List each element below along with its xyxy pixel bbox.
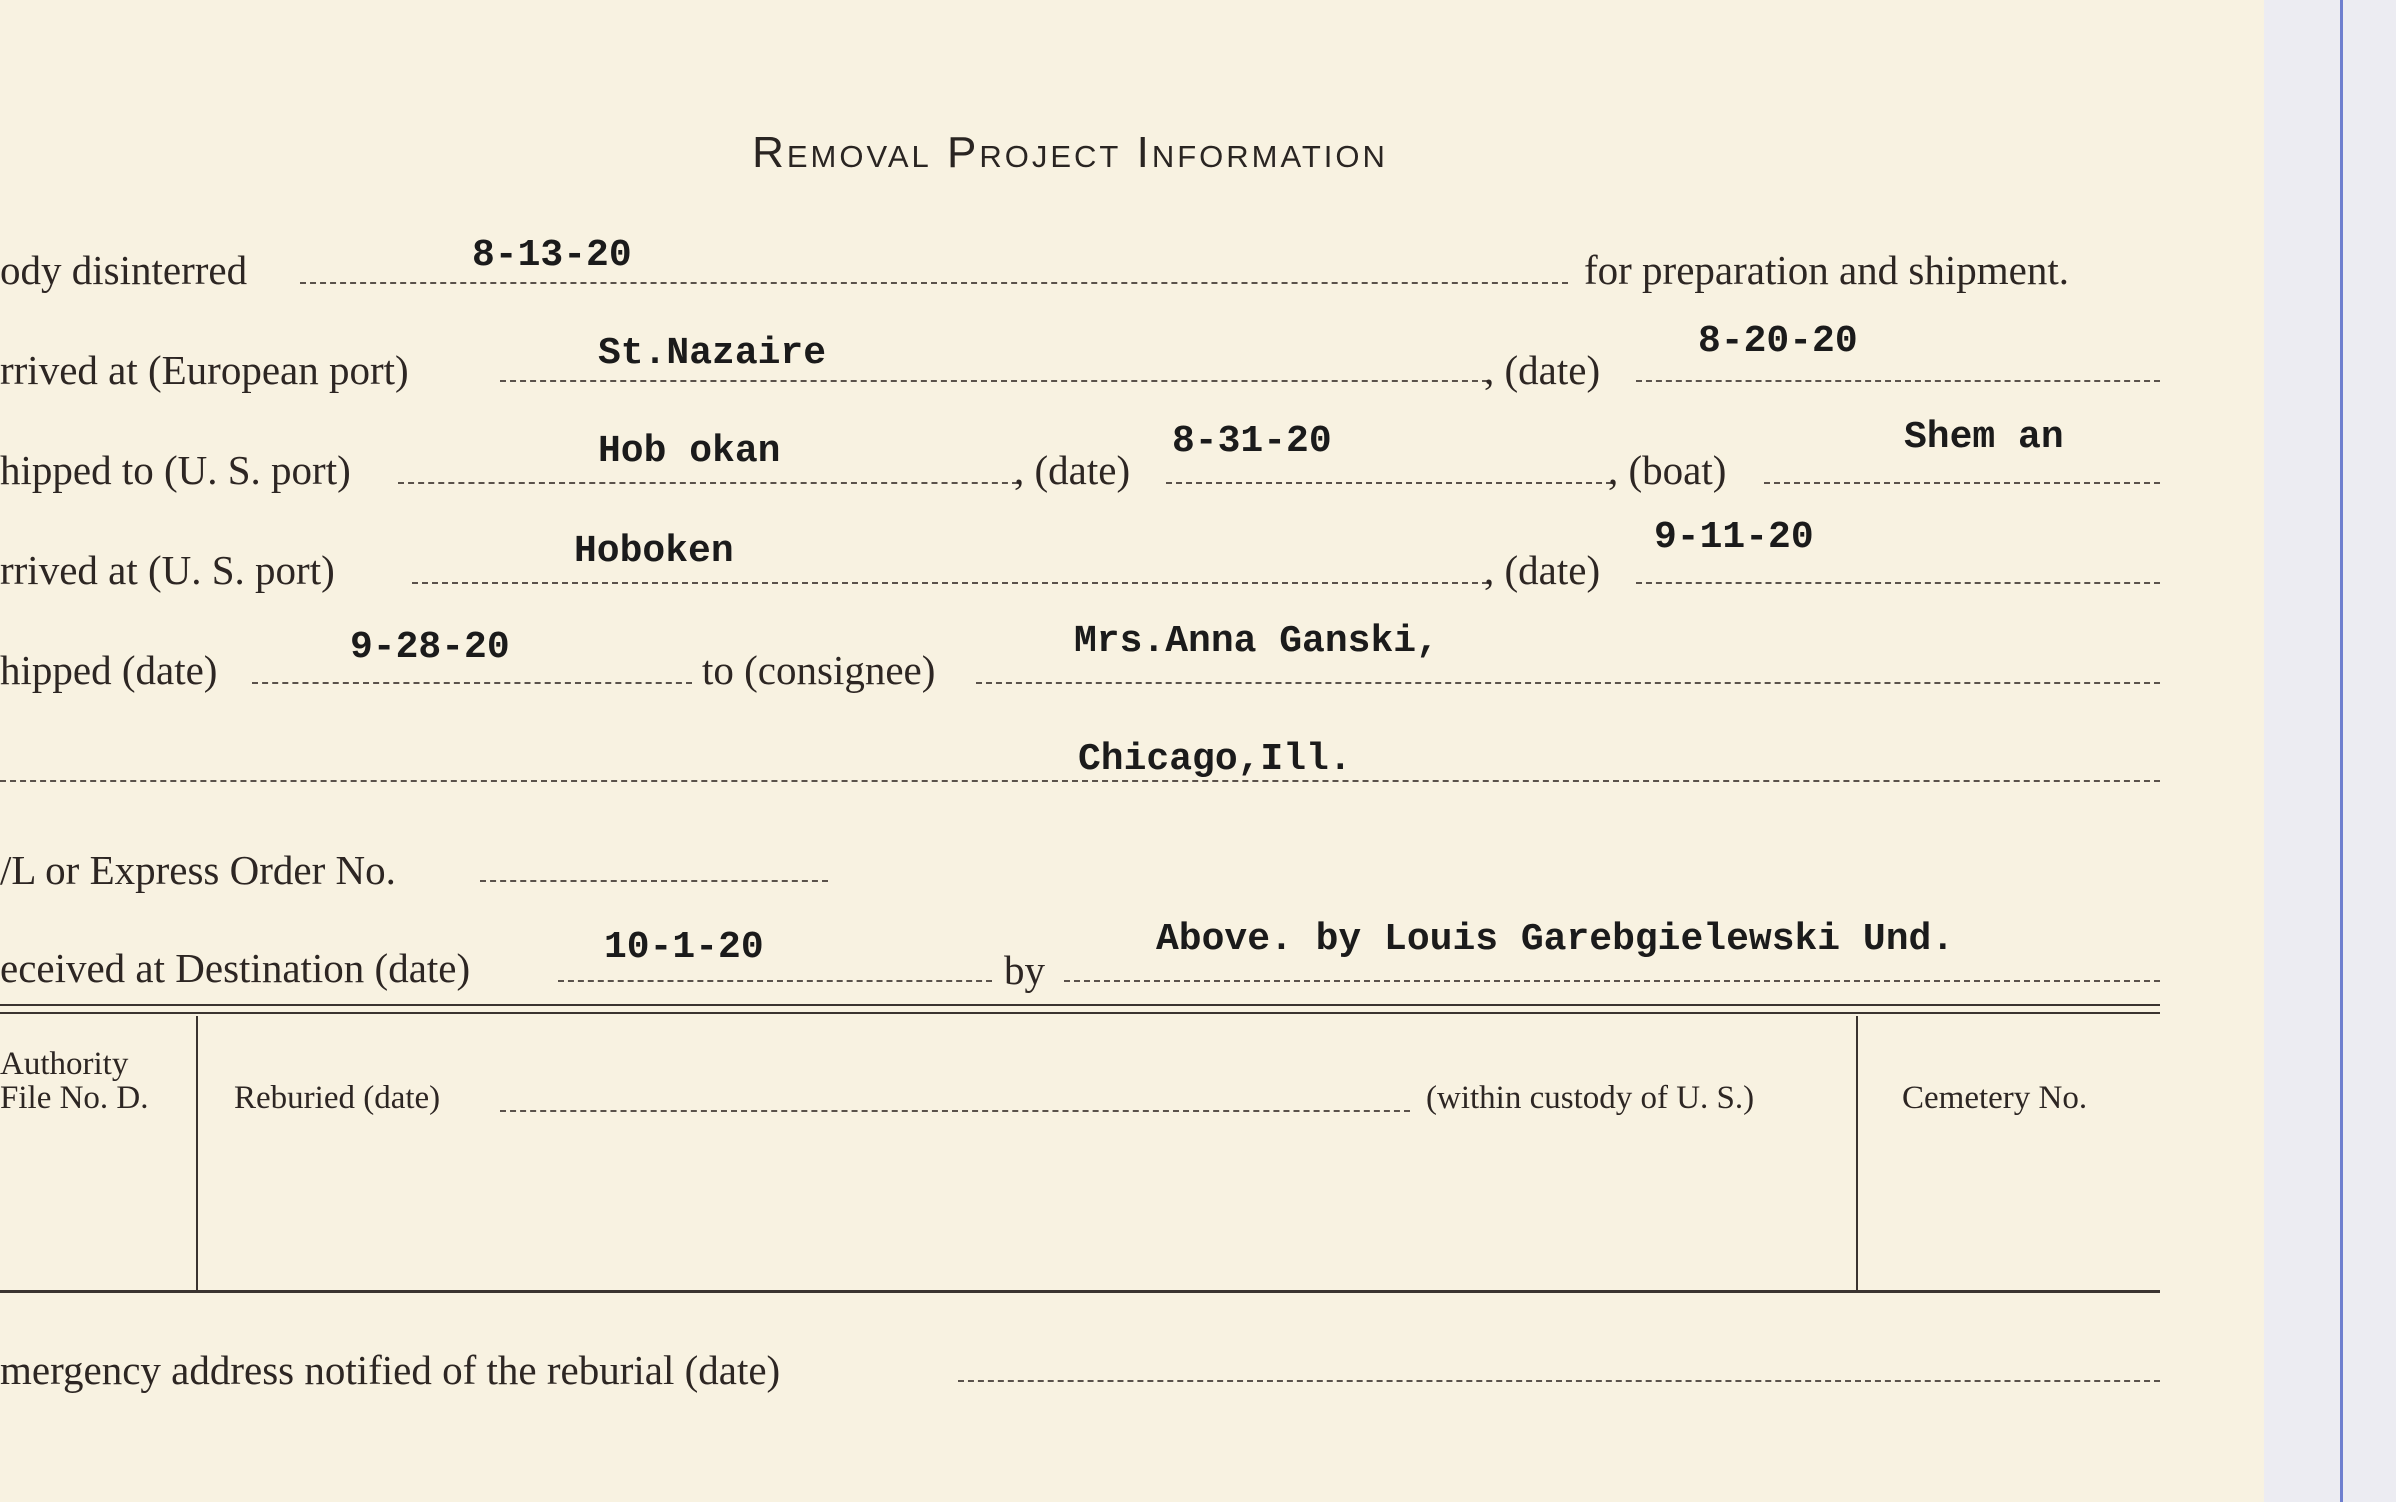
express-order-label: /L or Express Order No. [0,847,396,893]
express-order-line [480,880,828,882]
shipped-date-line [252,682,692,684]
disinterred-label: ody disinterred [0,247,248,293]
arrived-european-label: rrived at (European port) [0,347,409,393]
received-label: eceived at Destination (date) [0,945,471,991]
cemetery-label: Cemetery No. [1902,1080,2088,1116]
shipped-us-date-line [1166,482,1612,484]
shipped-us-label: hipped to (U. S. port) [0,447,351,493]
disinterred-value: 8-13-20 [472,234,632,277]
emergency-label: mergency address notified of the reburial (date) [0,1347,781,1393]
section-rule-bottom [0,1012,2160,1014]
disinterred-suffix: for preparation and shipment. [1584,247,2070,293]
disinterred-line [300,282,1568,284]
shipped-us-date-label: , (date) [1014,447,1131,493]
card-title: Removal Project Information [752,128,1388,177]
reburied-label: Reburied (date) [234,1080,441,1116]
arrived-us-date-value: 9-11-20 [1654,516,1814,559]
section-rule-top [0,1004,2160,1006]
arrived-us-line [412,582,1488,584]
shipped-us-boat-label: , (boat) [1608,447,1727,493]
shipped-us-boat-value: Shem an [1904,416,2064,459]
consignee-line [976,682,2160,684]
received-line [558,980,992,982]
shipped-us-value: Hob okan [598,430,781,473]
arrived-european-date-value: 8-20-20 [1698,320,1858,363]
consignee-address-value: Chicago,Ill. [1078,738,1352,781]
received-by-value: Above. by Louis Garebgielewski Und. [1156,918,1955,961]
shipped-date-value: 9-28-20 [350,626,510,669]
box-bottom-rule [0,1290,2160,1293]
arrived-european-line [500,380,1488,382]
page-margin [2264,0,2396,1502]
custody-label: (within custody of U. S.) [1426,1080,1755,1116]
arrived-us-value: Hoboken [574,530,734,573]
arrived-european-value: St.Nazaire [598,332,827,375]
shipped-us-boat-line [1764,482,2160,484]
consignee-label: to (consignee) [702,647,936,693]
arrived-european-date-label: , (date) [1484,347,1601,393]
arrived-us-label: rrived at (U. S. port) [0,547,335,593]
arrived-us-date-label: , (date) [1484,547,1601,593]
box-divider-right [1856,1016,1858,1290]
margin-rule [2340,0,2343,1502]
shipped-us-date-value: 8-31-20 [1172,420,1332,463]
shipped-date-label: hipped (date) [0,647,218,693]
reburied-line [500,1110,1410,1112]
emergency-line [958,1380,2160,1382]
authority-label-line1: Authority [0,1046,129,1082]
arrived-us-date-line [1636,582,2160,584]
shipped-us-line [398,482,1018,484]
authority-label-line2: File No. D. [0,1080,149,1116]
received-by-label: by [1004,947,1045,993]
box-divider-left [196,1016,198,1290]
arrived-european-date-line [1636,380,2160,382]
consignee-value: Mrs.Anna Ganski, [1074,620,1439,663]
received-by-line [1064,980,2160,982]
received-value: 10-1-20 [604,926,764,969]
